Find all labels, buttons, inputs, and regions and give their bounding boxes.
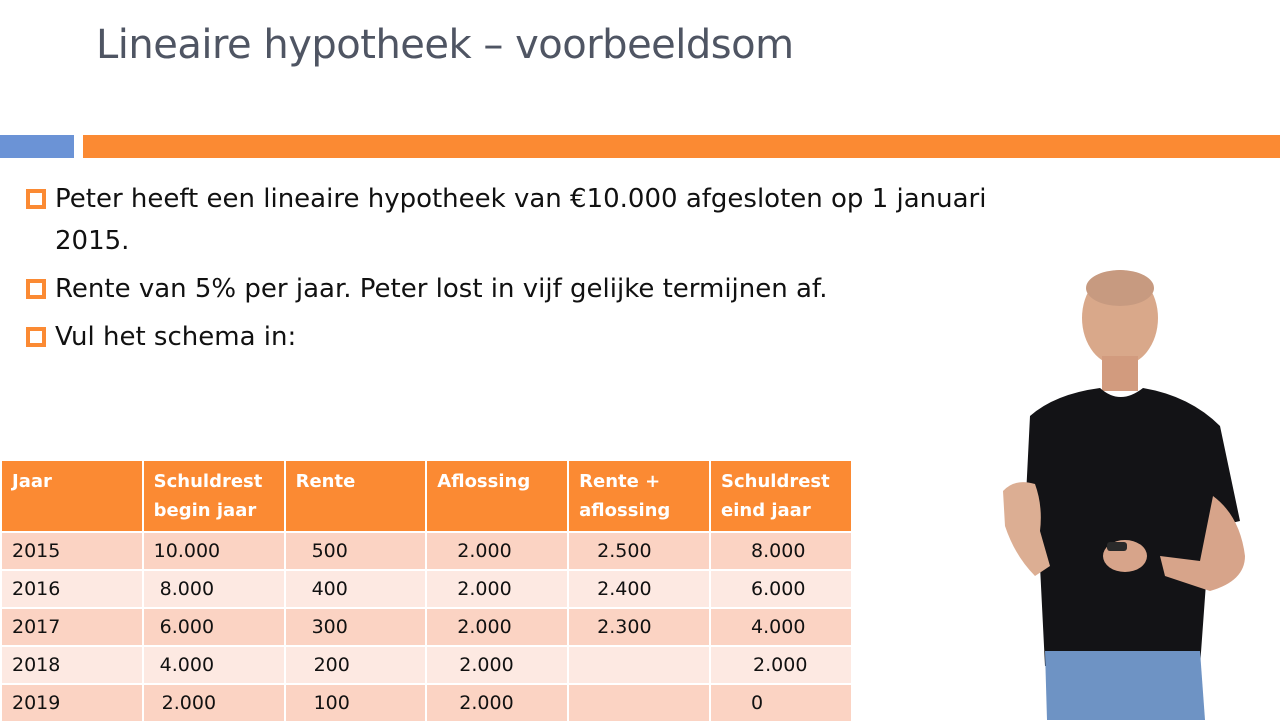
cell-aflossing: 2.000 — [426, 608, 568, 646]
bullet-text: Peter heeft een lineaire hypotheek van €10.000 afgesloten op 1 januari 2015. — [55, 184, 987, 256]
table-row — [1, 608, 852, 646]
cell-schuldrest-begin: 4.000 — [143, 646, 285, 684]
cell-schuldrest-eind: 4.000 — [710, 608, 852, 646]
cell-rente-plus-aflossing: 2.400 — [568, 570, 710, 608]
cell-schuldrest-begin: 10.000 — [143, 532, 285, 570]
cell-aflossing: 2.000 — [426, 684, 568, 722]
table-row — [1, 532, 852, 570]
accent-bar-orange — [83, 135, 1280, 158]
header-jaar: Jaar — [1, 460, 143, 532]
cell-jaar: 2017 — [1, 608, 143, 646]
cell-rente: 500 — [285, 532, 427, 570]
cell-jaar: 2016 — [1, 570, 143, 608]
cell-aflossing: 2.000 — [426, 570, 568, 608]
cell-schuldrest-begin: 6.000 — [143, 608, 285, 646]
table-row — [1, 684, 852, 722]
cell-rente: 200 — [285, 646, 427, 684]
header-aflossing: Aflossing — [426, 460, 568, 532]
cell-rente-plus-aflossing — [568, 684, 710, 722]
square-bullet-icon — [26, 279, 46, 299]
cell-schuldrest-eind: 6.000 — [710, 570, 852, 608]
cell-rente: 400 — [285, 570, 427, 608]
cell-rente-plus-aflossing: 2.300 — [568, 608, 710, 646]
presenter-video-overlay — [995, 266, 1260, 720]
slide-title: Lineaire hypotheek – voorbeeldsom — [96, 22, 794, 68]
table-row — [1, 570, 852, 608]
header-schuldrest-begin: Schuldrest begin jaar — [143, 460, 285, 532]
cell-rente-plus-aflossing — [568, 646, 710, 684]
accent-bar-blue — [0, 135, 74, 158]
square-bullet-icon — [26, 327, 46, 347]
cell-jaar: 2018 — [1, 646, 143, 684]
cell-jaar: 2015 — [1, 532, 143, 570]
cell-schuldrest-begin: 2.000 — [143, 684, 285, 722]
presenter-figure-icon — [995, 266, 1260, 720]
cell-rente: 100 — [285, 684, 427, 722]
cell-schuldrest-begin: 8.000 — [143, 570, 285, 608]
table-row — [1, 646, 852, 684]
header-schuldrest-eind: Schuldrest eind jaar — [710, 460, 852, 532]
square-bullet-icon — [26, 189, 46, 209]
table-header-row — [1, 460, 852, 532]
bullet-item — [26, 268, 1066, 310]
bullet-text: Vul het schema in: — [55, 322, 297, 352]
bullet-item — [26, 316, 1066, 358]
cell-aflossing: 2.000 — [426, 646, 568, 684]
cell-rente: 300 — [285, 608, 427, 646]
bullet-list — [26, 178, 1066, 364]
cell-aflossing: 2.000 — [426, 532, 568, 570]
repayment-schedule-table — [0, 459, 853, 723]
cell-schuldrest-eind: 2.000 — [710, 646, 852, 684]
bullet-text: Rente van 5% per jaar. Peter lost in vijf gelijke termijnen af. — [55, 274, 828, 304]
cell-schuldrest-eind: 0 — [710, 684, 852, 722]
cell-rente-plus-aflossing: 2.500 — [568, 532, 710, 570]
cell-schuldrest-eind: 8.000 — [710, 532, 852, 570]
cell-jaar: 2019 — [1, 684, 143, 722]
header-rente-plus-aflossing: Rente + aflossing — [568, 460, 710, 532]
header-rente: Rente — [285, 460, 427, 532]
bullet-item — [26, 178, 1066, 262]
